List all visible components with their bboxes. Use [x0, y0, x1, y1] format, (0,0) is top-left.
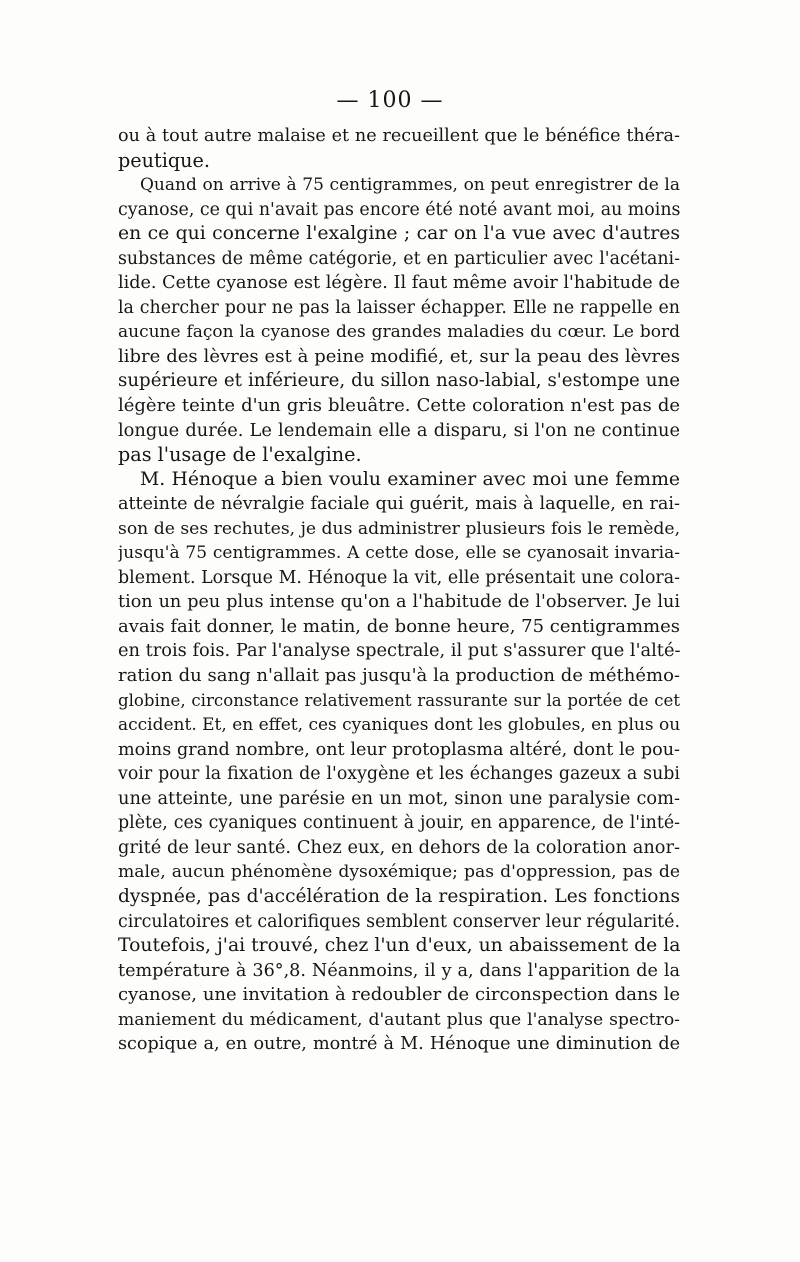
- text-line: cyanose, ce qui n'avait pas encore été noté avant moi, au moins: [118, 199, 680, 220]
- text-line: aucune façon la cyanose des grandes maladies du cœur. Le bord: [118, 322, 680, 343]
- text-line: plète, ces cyaniques continuent à jouir, en apparence, de l'inté-: [118, 813, 680, 834]
- text-line: voir pour la fixation de l'oxygène et les échanges gazeux a subi: [118, 764, 680, 785]
- text-line: longue durée. Le lendemain elle a disparu, si l'on ne continue: [118, 419, 680, 441]
- text-line: M. Hénoque a bien voulu examiner avec moi une femme: [140, 468, 680, 490]
- text-line: cyanose, une invitation à redoubler de circonspection dans le: [118, 984, 680, 1006]
- text-line: en ce qui concerne l'exalgine ; car on l'a vue avec d'autres: [118, 223, 680, 245]
- text-line: scopique a, en outre, montré à M. Hénoque une diminution de: [118, 1034, 680, 1055]
- text-line: male, aucun phénomène dysoxémique; pas d'oppression, pas de: [118, 862, 680, 883]
- text-line: la chercher pour ne pas la laisser échapper. Elle ne rappelle en: [118, 297, 680, 318]
- text-line: température à 36°,8. Néanmoins, il y a, dans l'apparition de la: [118, 960, 680, 981]
- text-line: avais fait donner, le matin, de bonne heure, 75 centigrammes: [118, 615, 680, 637]
- text-line: ration du sang n'allait pas jusqu'à la production de méthémo-: [118, 665, 680, 687]
- page-number: — 100 —: [336, 88, 444, 113]
- body-text: [118, 124, 680, 1057]
- text-line: tion un peu plus intense qu'on a l'habitude de l'observer. Je lui: [118, 592, 680, 613]
- text-line: en trois fois. Par l'analyse spectrale, il put s'assurer que l'alté-: [118, 640, 680, 662]
- text-line: moins grand nombre, ont leur protoplasma altéré, dont le pou-: [118, 739, 680, 760]
- text-line: grité de leur santé. Chez eux, en dehors de la coloration anor-: [118, 836, 680, 858]
- text-line: son de ses rechutes, je dus administrer plusieurs fois le remède,: [118, 518, 680, 539]
- text-line: substances de même catégorie, et en particulier avec l'acétani-: [118, 248, 680, 269]
- text-line: pas l'usage de l'exalgine.: [118, 443, 362, 467]
- text-line: lide. Cette cyanose est légère. Il faut même avoir l'habitude de: [118, 273, 680, 294]
- text-line: accident. Et, en effet, ces cyaniques dont les globules, en plus ou: [118, 715, 680, 736]
- text-line: globine, circonstance relativement rassurante sur la portée de cet: [118, 690, 680, 710]
- text-line: circulatoires et calorifiques semblent conserver leur régularité.: [118, 911, 680, 932]
- text-line: légère teinte d'un gris bleuâtre. Cette coloration n'est pas de: [118, 395, 680, 417]
- text-line: jusqu'à 75 centigrammes. A cette dose, elle se cyanosait invaria-: [118, 543, 680, 564]
- text-line: supérieure et inférieure, du sillon naso-labial, s'estompe une: [118, 370, 680, 392]
- text-line: dyspnée, pas d'accélération de la respiration. Les fonctions: [118, 885, 680, 907]
- text-line: maniement du médicament, d'autant plus que l'analyse spectro-: [118, 1009, 680, 1030]
- text-line: une atteinte, une parésie en un mot, sinon une paralysie com-: [118, 787, 680, 809]
- text-line: peutique.: [118, 148, 210, 172]
- text-line: Toutefois, j'ai trouvé, chez l'un d'eux, un abaissement de la: [118, 935, 680, 957]
- text-line: libre des lèvres est à peine modifié, et, sur la peau des lèvres: [118, 345, 680, 367]
- text-line: Quand on arrive à 75 centigrammes, on peut enregistrer de la: [140, 175, 680, 196]
- text-line: blement. Lorsque M. Hénoque la vit, elle présentait une colora-: [118, 567, 680, 588]
- text-line: ou à tout autre malaise et ne recueillent que le bénéfice théra-: [118, 126, 680, 146]
- text-line: atteinte de névralgie faciale qui guérit, mais à laquelle, en rai-: [118, 494, 680, 515]
